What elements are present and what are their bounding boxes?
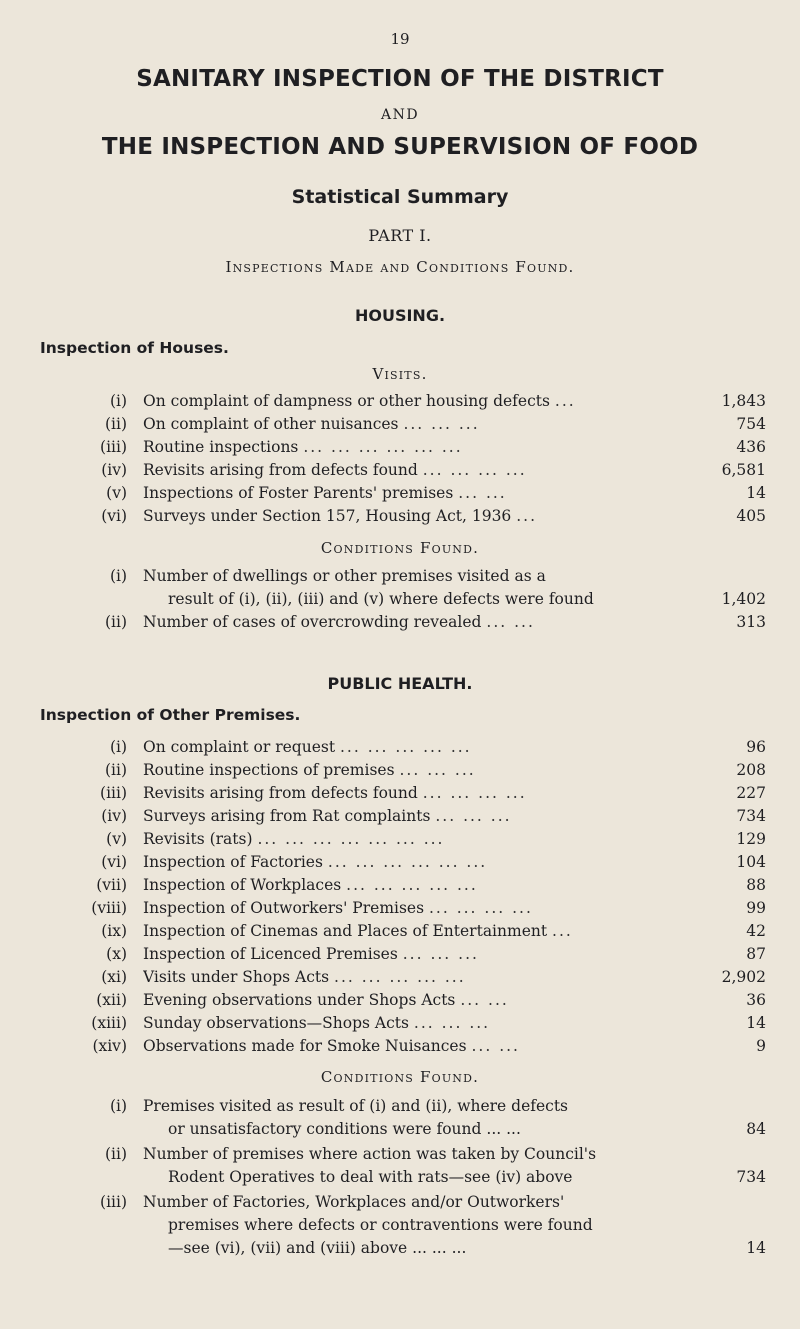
list-item: (iii) Number of Factories, Workplaces and/or Outworkers': [100, 1193, 565, 1211]
list-item: (viii) Inspection of Outworkers' Premises ... ... ... ... 99: [91, 899, 766, 917]
list-item-continuation: premises where defects or contraventions were found: [168, 1216, 593, 1234]
public-health-conditions-heading: Conditions Found.: [320, 1068, 480, 1086]
list-item: (xi) Visits under Shops Acts ... ... ... ... ... 2,902: [101, 968, 766, 986]
list-item-continuation: Rodent Operatives to deal with rats—see (iv) above 734: [168, 1168, 766, 1186]
list-item: (ii) Number of premises where action was taken by Council's: [104, 1145, 597, 1163]
list-item: (vii) Inspection of Workplaces ... ... ... ... ... 88: [96, 876, 766, 894]
list-item: (i) On complaint or request ... ... ... ... ... 96: [109, 738, 766, 756]
part-subtitle: Inspections Made and Conditions Found.: [225, 258, 575, 276]
list-item: (vi) Inspection of Factories ... ... ... ... ... ... 104: [101, 853, 766, 871]
housing-conditions-heading: Conditions Found.: [320, 539, 480, 557]
list-item: (v) Inspections of Foster Parents' premises ... ... 14: [106, 484, 766, 502]
list-item: (xiii) Sunday observations—Shops Acts ... ... ... 14: [91, 1014, 766, 1032]
list-item: (iv) Revisits arising from defects found ... ... ... ... 6,581: [101, 461, 766, 479]
list-item: (xii) Evening observations under Shops Acts ... ... 36: [96, 991, 766, 1009]
list-item: (vi) Surveys under Section 157, Housing Act, 1936 ... 405: [101, 507, 766, 525]
list-item: (iv) Surveys arising from Rat complaints ... ... ... 734: [101, 807, 766, 825]
list-item-continuation: or unsatisfactory conditions were found ... ... 84: [168, 1120, 766, 1138]
main-title-line-2: THE INSPECTION AND SUPERVISION OF FOOD: [101, 134, 699, 160]
visits-heading: Visits.: [372, 365, 428, 383]
part-heading: PART I.: [368, 226, 432, 245]
list-item: (ii) On complaint of other nuisances ... ... ... 754: [104, 415, 766, 433]
list-item-continuation: result of (i), (ii), (iii) and (v) where defects were found 1,402: [168, 590, 766, 608]
list-item: (iii) Routine inspections ... ... ... ... ... ... 436: [100, 438, 766, 456]
housing-heading: HOUSING.: [354, 306, 446, 325]
list-item: (x) Inspection of Licenced Premises ... ... ... 87: [106, 945, 766, 963]
list-item: (i) On complaint of dampness or other housing defects ... 1,843: [109, 392, 766, 410]
inspection-of-other-premises-heading: Inspection of Other Premises.: [40, 706, 301, 724]
list-item: (xiv) Observations made for Smoke Nuisances ... ... 9: [92, 1037, 766, 1055]
list-item: (iii) Revisits arising from defects found ... ... ... ... 227: [100, 784, 766, 802]
main-title-and: AND: [380, 107, 420, 123]
inspection-of-houses-heading: Inspection of Houses.: [40, 339, 229, 357]
public-health-heading: PUBLIC HEALTH.: [327, 674, 473, 693]
main-title-line-1: SANITARY INSPECTION OF THE DISTRICT: [136, 66, 664, 92]
list-item: (v) Revisits (rats) ... ... ... ... ... ... ... 129: [106, 830, 766, 848]
page-number: 19: [390, 30, 410, 48]
list-item: (i) Number of dwellings or other premises visited as a: [109, 567, 546, 585]
subtitle: Statistical Summary: [291, 186, 509, 208]
list-item: (ii) Routine inspections of premises ... ... ... 208: [104, 761, 766, 779]
list-item: (ix) Inspection of Cinemas and Places of Entertainment ... 42: [101, 922, 766, 940]
list-item: (ii) Number of cases of overcrowding revealed ... ... 313: [104, 613, 766, 631]
list-item: (i) Premises visited as result of (i) and (ii), where defects: [109, 1097, 569, 1115]
list-item-continuation: —see (vi), (vii) and (viii) above ... ... ... 14: [168, 1239, 766, 1257]
